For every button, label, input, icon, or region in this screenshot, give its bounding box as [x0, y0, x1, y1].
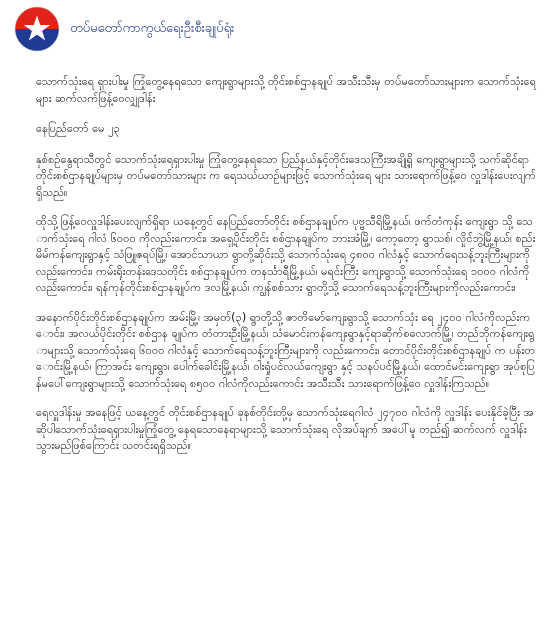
article-paragraph: နှစ်စဉ်နွေရာသီတွင် သောက်သုံးရေရှားပါးမှု ကြုံတွေ့နေရသော ပြည်နယ်နှင့်တိုင်းဒေသကြီးအချို့ရှိ ကျေးရွာများသို့ သက်ဆိုင်ရာ တိုင်းစစ်ဌာနချုပ်များမှ တပ်မတော်သားများ က ရေသယ်ယာဉ်များဖြင့် သောက်သုံးရေ များ သားရောက်ဖြန့်ဝေ လှူဒါန်းပေးလျက်ရှိသည်။ — [36, 152, 536, 199]
article-paragraph: ရေလှူဒါန်းမှု အနေဖြင့် ယနေ့တွင် တိုင်းစစ်ဌာနချုပ် ခုနစ်တိုင်းတို့မှ သောက်သုံးရေဂါလံ ၂၄၇၀၀ ဂါလံကို လှူဒါန်း ပေးနိုင်ခဲ့ပြီး အဆိုပါသောက်သုံးရေရှားပါးမှုကြုံတွေ့ နေရသောနေရာများသို့ သောက်သုံးရေ လိုအပ်ချက် အပေါ်မူ တည်၍ ဆက်လက် လှူဒါန်းသွားမည်ဖြစ်ကြောင်း သတင်းရရှိသည်။ — [36, 406, 534, 452]
organization-name: တပ်မတော်ကာကွယ်ရေးဦးစီးချုပ်ရုံး — [70, 20, 235, 36]
article-paragraph: အနောက်ပိုင်းတိုင်းစစ်ဌာနချုပ်က အမ်းမြို့၊ အမှတ်(၃) ရွာတို့သို့ ဇာတိမော်ကျေးရွာသို့ သောက်သုံး ရေ ၂၄၀၀ ဂါလံကိုလည်းကောင်း၊ အလယ်ပိုင်းတိုင်း စစ်ဌာန ချုပ်က တံတားဦးမြို့နယ်၊ သံမောင်းကန်ကျေးရွာနှင့်ရာဆိုက်စလောက်မြို့၊ တည်ဘိုကန်ကျေးရွာများသို့ သောက်သုံးရေ ၆၀၀၀ ဂါလံနှင့် သောက်ရေသန့်ဘူးကြီးများကို လည်းကောင်း၊ တောင်ပိုင်းတိုင်းစစ်ဌာနချုပ် က ပန်းတောင်းမြို့နယ်၊ ကြာအင်း ကျေးရွာ၊ ပေါက်ခေါင်းမြို့နယ်၊ ဝါးရှုံပင်လယ်ကျေးရွာ နှင့် သနပ်ပင်မြို့နယ်၊ ထောင်မင်းကျေးရွာ အုပ်စုပြန်မပေါ်ကျေးရွာများသို့ သောက်သုံးရေ ၈၅၀၀ ဂါလံကိုလည်းကောင်း အသီးသီး သားရောက်ဖြန့်ဝေ လှူဒါန်းကြသည်။ — [36, 310, 536, 390]
press-release — [36, 74, 536, 468]
article-paragraph: ထိုသို့ဖြန့်ဝေလှူဒါန်းပေးလျက်ရှိရာ ယနေ့တွင် နေပြည်တော်တိုင်း စစ်ဌာနချုပ်က ပုဗ္ဗသီရိမြို့နယ်၊ ဖက်တံကုန်း ကျေးရွာ သို့ သောက်သုံးရေ ဂါလံ ၆၀၀၀ ကိုလည်းကောင်း၊ အရှေ့ပိုင်းတိုင်း စစ်ဌာနချုပ်က ဘားအံမြို့၊ ကော့တော့ ရွာသစ်၊ လှိုင်ဘွဲ့မြို့နယ်၊ စည်းမိမ်ကန်ကျေးရွာနှင့် သံဖြူဇရပ်မြို့၊ အောင်သာယာ ရွာတို့ဆိုင်းသို့ သောက်သုံးရေ ၄၈၀၀ ဂါလံနှင့် သောက်ရေသန့်ဘူးကြီးများကို လည်းကောင်း၊ ကမ်းရိုးတန်းဒေသတိုင်း စစ်ဌာနချုပ်က တနင်္သာရီမြို့နယ်၊ မရင်းကြီး ကျေးရွာသို့ သောက်သုံးရေ ၁၀၀၀ ဂါလံကို လည်းကောင်း၊ ရန်ကုန်တိုင်းစစ်ဌာနချုပ်က ဒလမြို့နယ်၊ ကျွန်စစ်သား ရွာတို့သို့ သောက်ရေသန့်ဘူးကြီးများကိုလည်းကောင်း၊ — [36, 215, 536, 294]
office-emblem-logo — [14, 6, 60, 52]
page-header — [14, 6, 234, 52]
article-headline: သောက်သုံးရေ ရှားပါးမှု ကြုံတွေ့နေရသော ကျေးရွာများသို့ တိုင်းစစ်ဌာနချုပ် အသီးသီးမှ တပ်မတော်သားများက သောက်သုံးရေများ ဆက်လက်ဖြန့်ဝေလျှုဒါန်း — [36, 75, 536, 105]
article-dateline: နေပြည်တော် မေ ၂၃ — [36, 122, 120, 135]
